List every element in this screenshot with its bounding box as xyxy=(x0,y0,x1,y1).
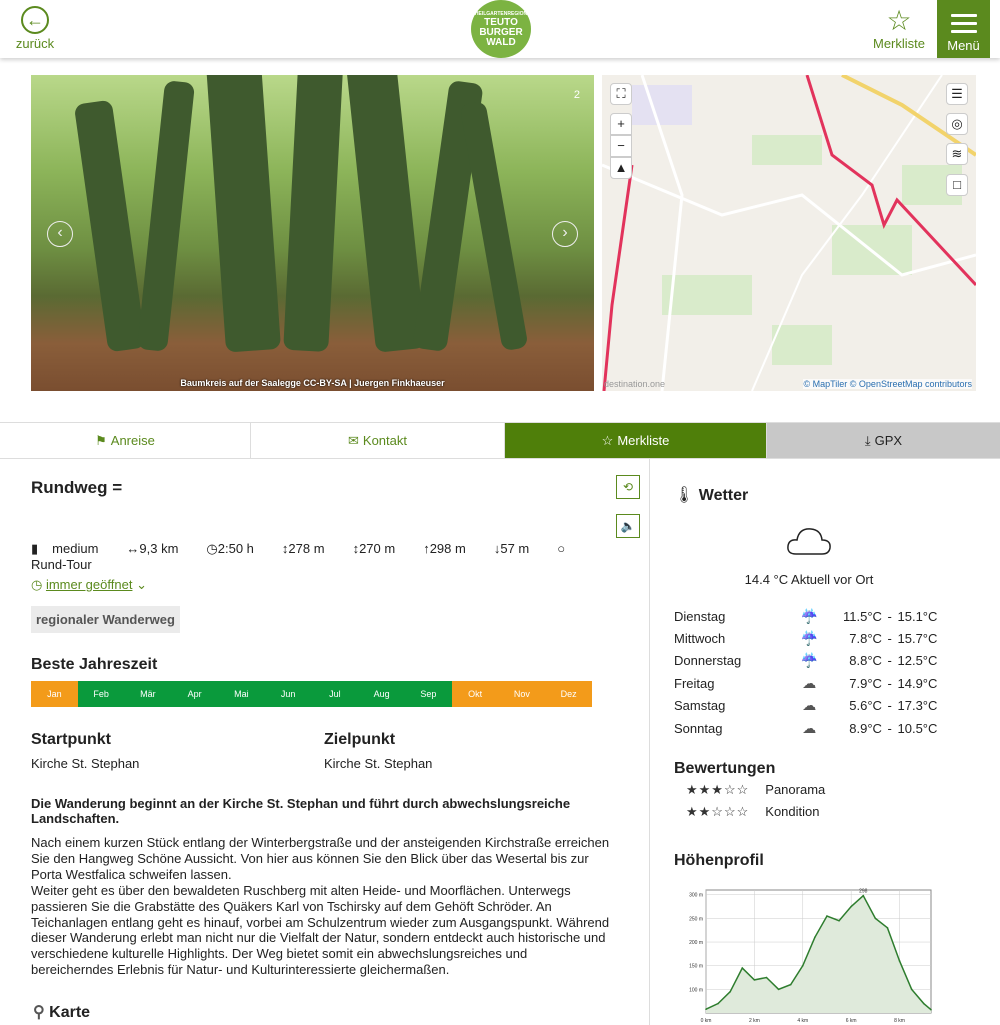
fullscreen-icon[interactable]: ⛶ xyxy=(610,83,632,105)
y-tick-label: 250 m xyxy=(689,916,703,923)
tab-gpx[interactable]: ⤓ GPX xyxy=(767,423,1000,458)
forecast-separator: - xyxy=(887,608,892,624)
karte-heading: ⚲ Karte xyxy=(33,1004,91,1021)
forecast-day: Donnerstag xyxy=(674,653,742,669)
tab-anreise[interactable]: ⚑ Anreise xyxy=(0,423,251,458)
forecast-separator: - xyxy=(887,631,892,647)
x-tick-label: 8 km xyxy=(894,1018,905,1024)
elevation-point xyxy=(790,984,792,986)
season-month: Jun xyxy=(265,681,312,707)
clock-icon: ◷ xyxy=(31,577,43,592)
forecast-max: 14.9°C xyxy=(897,675,938,691)
rating-kondition: ★★☆☆☆ Kondition xyxy=(686,804,820,819)
merkliste-label: Merkliste xyxy=(872,36,925,51)
menu-button[interactable] xyxy=(937,0,990,58)
forecast-min: 8.8°C xyxy=(849,653,882,669)
download-icon: ⤓ xyxy=(864,432,871,448)
tab-kontakt[interactable]: ✉ Kontakt xyxy=(251,423,505,458)
stat-difficulty: ▮ medium xyxy=(31,541,99,556)
season-month: Mai xyxy=(218,681,265,707)
x-tick-label: 0 km xyxy=(700,1018,712,1024)
arrow-left-icon: ← xyxy=(21,6,49,34)
share-icon: ⟲ xyxy=(622,480,634,494)
forecast-row xyxy=(674,627,954,649)
chevron-down-icon: ⌄ xyxy=(136,577,147,592)
season-month: Jan xyxy=(31,681,78,707)
forecast-row xyxy=(674,672,954,694)
forecast-day: Dienstag xyxy=(674,608,726,624)
location-pin-icon: ⚲ xyxy=(33,1004,45,1021)
forecast-max: 10.5°C xyxy=(897,720,938,736)
stat-max-alt: ↑298 m xyxy=(423,541,466,556)
season-month: Aug xyxy=(358,681,405,707)
map-logo: destination.one xyxy=(604,379,666,389)
description-paragraph-2: Weiter geht es über den bewaldeten Ruschberg mit alten Heide- und Moorflächen. Unterwegs passieren Sie die Grabstätte des Quäkers Karl von Tschirsky auf dem Gehöft Schröder. An Teichanlagen entlang geht es hinauf, vorbei am Schulzentrum wieder zum Ausgangspunkt. Während dieser Wanderung erlebt man nicht nur die Vielfalt der Natur, sondern entdeckt auch historische und verschiedene kulturelle Highlights. Der Weg bietet somit ein abwechslungsreiches und bereicherndes Erlebnis für Natur- und Kulturinteressierte gleichermaßen. xyxy=(31,882,610,978)
forecast-day: Mittwoch xyxy=(674,631,726,647)
season-month: Nov xyxy=(499,681,546,707)
stars-icon: ★★★☆☆ xyxy=(686,782,750,797)
y-tick-label: 300 m xyxy=(689,892,703,899)
speaker-icon: 🔈 xyxy=(620,519,636,533)
audio-button[interactable] xyxy=(616,514,640,538)
elevation-point xyxy=(729,991,731,993)
season-month: Apr xyxy=(171,681,218,707)
forecast-separator: - xyxy=(887,698,892,714)
elevation-point xyxy=(838,920,840,922)
cloud-icon xyxy=(786,524,832,556)
menu-label: Menü xyxy=(947,38,980,53)
terrain-icon[interactable]: ≋ xyxy=(946,143,968,165)
elevation-chart[interactable] xyxy=(675,885,945,1025)
elevation-point xyxy=(911,989,913,991)
prev-image-button[interactable]: ‹ xyxy=(47,221,73,247)
intro-text: Die Wanderung beginnt an der Kirche St. Stephan und führt durch abwechslungsreiche Landschaften. xyxy=(31,796,571,826)
tour-title: Rundweg = xyxy=(31,478,123,497)
signpost-icon: ⚑ xyxy=(95,432,107,448)
elevation-point xyxy=(802,965,804,967)
forecast-min: 11.5°C xyxy=(842,608,882,624)
elevation-point xyxy=(899,960,901,962)
stars-icon: ★★☆☆☆ xyxy=(686,804,750,819)
next-image-button[interactable]: › xyxy=(552,221,578,247)
season-bar xyxy=(31,681,592,707)
weather-forecast xyxy=(674,605,954,739)
back-label: zurück xyxy=(15,36,55,51)
elevation-point xyxy=(930,1009,932,1011)
elevation-point xyxy=(741,967,743,969)
elevation-point xyxy=(754,979,756,981)
x-tick-label: 4 km xyxy=(797,1018,809,1024)
map-attribution[interactable]: © MapTiler © OpenStreetMap contributors xyxy=(803,379,972,389)
description-paragraph-1: Nach einem kurzen Stück entlang der Winterbergstraße und der ansteigenden Kirchstraße erreichen Sie den Hangweg Schöne Aussicht. Von hier aus können Sie den Blick über das Wesertal bis zur Porta Westfalica schweifen lassen. xyxy=(31,835,610,882)
tour-stats xyxy=(31,541,566,573)
x-tick-label: 6 km xyxy=(845,1018,857,1024)
map-canvas xyxy=(602,75,976,391)
elevation-point xyxy=(814,937,816,939)
gallery-counter: 2 xyxy=(573,89,580,101)
forecast-separator: - xyxy=(887,653,892,669)
season-month: Mär xyxy=(125,681,172,707)
stat-type: ○ Rund-Tour xyxy=(31,541,566,572)
forecast-separator: - xyxy=(887,720,892,736)
elevation-point xyxy=(850,906,852,908)
forecast-max: 15.1°C xyxy=(897,608,938,624)
forecast-row xyxy=(674,605,954,627)
forecast-min: 7.8°C xyxy=(849,631,882,647)
forecast-day: Samstag xyxy=(674,698,726,714)
cloud-icon: ☁ xyxy=(802,719,817,736)
season-month: Sep xyxy=(405,681,452,707)
category-tag: regionaler Wanderweg xyxy=(31,606,180,633)
season-month: Okt xyxy=(452,681,499,707)
hamburger-icon xyxy=(951,14,977,33)
elevation-point xyxy=(717,1003,719,1005)
forecast-min: 5.6°C xyxy=(849,698,882,714)
end-value: Kirche St. Stephan xyxy=(324,756,433,771)
stat-min-alt: ↓57 m xyxy=(493,541,530,556)
profile-heading: Höhenprofil xyxy=(674,852,764,869)
current-weather: 14.4 °C Aktuell vor Ort xyxy=(744,572,874,587)
description xyxy=(31,835,611,978)
season-heading: Beste Jahreszeit xyxy=(31,656,158,673)
elevation-point xyxy=(778,989,780,991)
cloud-icon: ☁ xyxy=(802,674,817,691)
weather-heading: 🌡 Wetter xyxy=(674,487,749,504)
signal-icon: ▮ xyxy=(31,541,39,556)
elevation-point xyxy=(705,1008,707,1010)
end-heading: Zielpunkt xyxy=(324,731,396,748)
forecast-max: 15.7°C xyxy=(897,631,938,647)
action-tabs xyxy=(0,422,1000,459)
y-tick-label: 200 m xyxy=(689,940,703,947)
cloud-icon: ☁ xyxy=(802,697,817,714)
ratings-heading: Bewertungen xyxy=(674,760,776,777)
forecast-max: 17.3°C xyxy=(897,698,938,714)
season-month: Feb xyxy=(78,681,125,707)
rain-sun-icon: ☔ xyxy=(800,652,818,669)
zoom-out-button[interactable]: − xyxy=(610,135,632,157)
3d-cube-icon[interactable]: □ xyxy=(946,174,968,196)
forecast-row xyxy=(674,695,954,717)
logo[interactable]: HEILGARTENREGION TEUTO BURGER WALD xyxy=(471,0,531,58)
zoom-in-button[interactable]: + xyxy=(610,113,632,135)
y-tick-label: 150 m xyxy=(689,963,703,970)
season-month: Jul xyxy=(312,681,359,707)
rating-panorama: ★★★☆☆ Panorama xyxy=(686,782,826,797)
share-button[interactable] xyxy=(616,475,640,499)
thermometer-icon: 🌡 xyxy=(674,487,695,504)
forecast-day: Sonntag xyxy=(674,720,723,736)
column-divider xyxy=(649,459,650,1025)
forecast-min: 8.9°C xyxy=(849,720,882,736)
start-value: Kirche St. Stephan xyxy=(31,756,140,771)
elevation-point xyxy=(875,918,877,920)
photo-caption: Baumkreis auf der Saalegge CC-BY-SA | Juergen Finkhaeuser xyxy=(180,378,445,388)
compass-icon[interactable]: ▲ xyxy=(610,157,632,179)
elevation-point xyxy=(826,915,828,917)
forecast-min: 7.9°C xyxy=(849,675,882,691)
elevation-point xyxy=(766,977,768,979)
photo-gallery[interactable] xyxy=(31,75,594,391)
forecast-row xyxy=(674,717,954,739)
forecast-day: Freitag xyxy=(674,675,715,691)
envelope-icon: ✉ xyxy=(348,432,359,448)
start-heading: Startpunkt xyxy=(31,731,111,748)
y-tick-label: 100 m xyxy=(689,987,703,994)
locate-icon[interactable]: ◎ xyxy=(946,113,968,135)
season-month: Dez xyxy=(545,681,592,707)
stat-ascent: ↕278 m xyxy=(281,541,325,556)
rain-sun-icon: ☔ xyxy=(800,607,818,624)
elevation-point xyxy=(923,1003,925,1005)
x-tick-label: 2 km xyxy=(748,1018,760,1024)
top-bar xyxy=(0,0,1000,58)
forecast-separator: - xyxy=(887,675,892,691)
stat-duration: ◷2:50 h xyxy=(206,541,254,556)
star-icon: ☆ xyxy=(886,5,912,36)
stat-descent: ↕270 m xyxy=(352,541,396,556)
elevation-point xyxy=(862,895,864,897)
tab-merkliste[interactable]: ☆ Merkliste xyxy=(505,423,767,458)
elevation-point xyxy=(887,927,889,929)
peak-label: 298 xyxy=(859,888,868,895)
forecast-max: 12.5°C xyxy=(897,653,938,669)
star-icon: ☆ xyxy=(601,432,614,448)
layers-icon[interactable]: ☰ xyxy=(946,83,968,105)
stat-distance: ↔9,3 km xyxy=(126,541,179,556)
map-preview[interactable] xyxy=(602,75,976,391)
forecast-row xyxy=(674,650,954,672)
back-button[interactable] xyxy=(14,6,56,51)
rain-sun-icon: ☔ xyxy=(800,630,818,647)
merkliste-header-button[interactable] xyxy=(868,6,930,51)
opening-hours-toggle[interactable]: ◷ immer geöffnet ⌄ xyxy=(31,577,147,592)
